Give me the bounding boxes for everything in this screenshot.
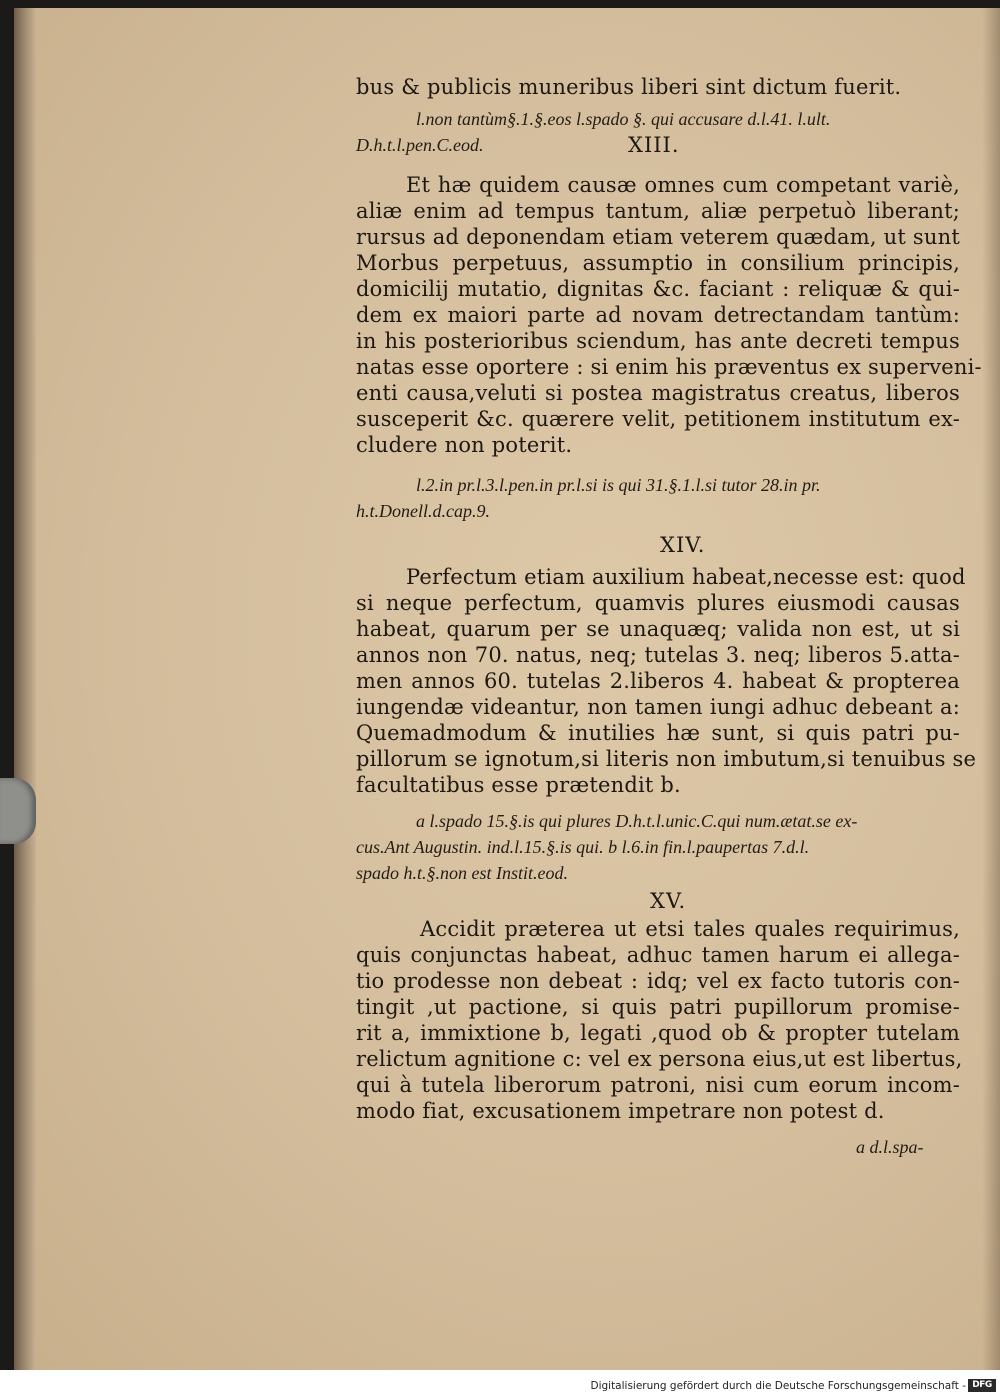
footnote-line: h.t.Donell.d.cap.9. [356, 501, 490, 521]
text-line: rursus ad deponendam etiam veterem quædam, ut sunt [356, 225, 960, 249]
text-line: enti causa,veluti si postea magistratus creatus, liberos [356, 381, 960, 405]
text-line: annos non 70. natus, neq; tutelas 3. neq; liberos 5.atta- [356, 643, 960, 667]
text-line: natas esse oportere : si enim his præventus ex superveni- [356, 355, 982, 379]
footnote-line: spado h.t.§.non est Instit.eod. [356, 863, 568, 883]
text-line: susceperit &c. quærere velit, petitionem institutum ex- [356, 407, 960, 431]
footnote-line: cus.Ant Augustin. ind.l.15.§.is qui. b l.6.in fin.l.paupertas 7.d.l. [356, 837, 810, 857]
section-heading: XV. [650, 889, 687, 913]
page-shadow [982, 8, 1000, 1370]
text-line: habeat, quarum per se unaquæq; valida non est, ut si [356, 617, 960, 641]
text-line: Perfectum etiam auxilium habeat,necesse est: quod [406, 565, 966, 589]
footer-bar [0, 1370, 1000, 1395]
section-heading: XIII. [628, 133, 680, 157]
text-line: in his posterioribus sciendum, has ante decreti tempus [356, 329, 960, 353]
catchword: a d.l.spa- [856, 1137, 924, 1157]
text-line: Et hæ quidem causæ omnes cum competant variè, [406, 173, 960, 197]
text-line: Quemadmodum & inutilies hæ sunt, si quis patri pu- [356, 721, 960, 745]
text-line: domicilij mutatio, dignitas &c. faciant : reliquæ & qui- [356, 277, 960, 301]
text-line: aliæ enim ad tempus tantum, aliæ perpetuò liberant; [356, 199, 960, 223]
text-line: relictum agnitione c: vel ex persona eius,ut est libertus, [356, 1047, 963, 1071]
page-fore-edge [14, 8, 36, 1370]
text-line: quis conjunctas habeat, adhuc tamen harum ei allega- [356, 943, 960, 967]
text-line: men annos 60. tutelas 2.liberos 4. habeat & propterea [356, 669, 960, 693]
text-line: Accidit præterea ut etsi tales quales requirimus, [420, 917, 960, 941]
text-line: iungendæ videantur, non tamen iungi adhuc debeant a: [356, 695, 960, 719]
text-line: modo fiat, excusationem impetrare non potest d. [356, 1099, 885, 1123]
footnote-line: l.non tantùm§.1.§.eos l.spado §. qui accusare d.l.41. l.ult. [416, 109, 831, 129]
footnote-line: D.h.t.l.pen.C.eod. [356, 135, 484, 155]
footer-credit: Digitalisierung gefördert durch die Deutsche Forschungsgemeinschaft - [590, 1380, 966, 1392]
text-line: cludere non poterit. [356, 433, 573, 457]
text-line: si neque perfectum, quamvis plures eiusmodi causas [356, 591, 960, 615]
section-heading: XIV. [660, 533, 706, 557]
page-clip [0, 778, 36, 844]
text-line: Morbus perpetuus, assumptio in consilium principis, [356, 251, 960, 275]
dfg-logo: DFG [968, 1379, 996, 1392]
footnote-line: a l.spado 15.§.is qui plures D.h.t.l.unic.C.qui num.ætat.se ex- [416, 811, 858, 831]
text-line: rit a, immixtione b, legati ,quod ob & propter tutelam [356, 1021, 960, 1045]
text-line: dem ex maiori parte ad novam detrectandam tantùm: [356, 303, 960, 327]
text-line: tingit ,ut pactione, si quis patri pupillorum promise- [356, 995, 960, 1019]
text-line: facultatibus esse prætendit b. [356, 773, 681, 797]
text-line: tio prodesse non debeat : idq; vel ex facto tutoris con- [356, 969, 960, 993]
text-line: qui à tutela liberorum patroni, nisi cum eorum incom- [356, 1073, 960, 1097]
text-line: bus & publicis muneribus liberi sint dictum fuerit. [356, 75, 902, 99]
text-line: pillorum se ignotum,si literis non imbutum,si tenuibus se [356, 747, 977, 771]
footnote-line: l.2.in pr.l.3.l.pen.in pr.l.si is qui 31.§.1.l.si tutor 28.in pr. [416, 475, 821, 495]
